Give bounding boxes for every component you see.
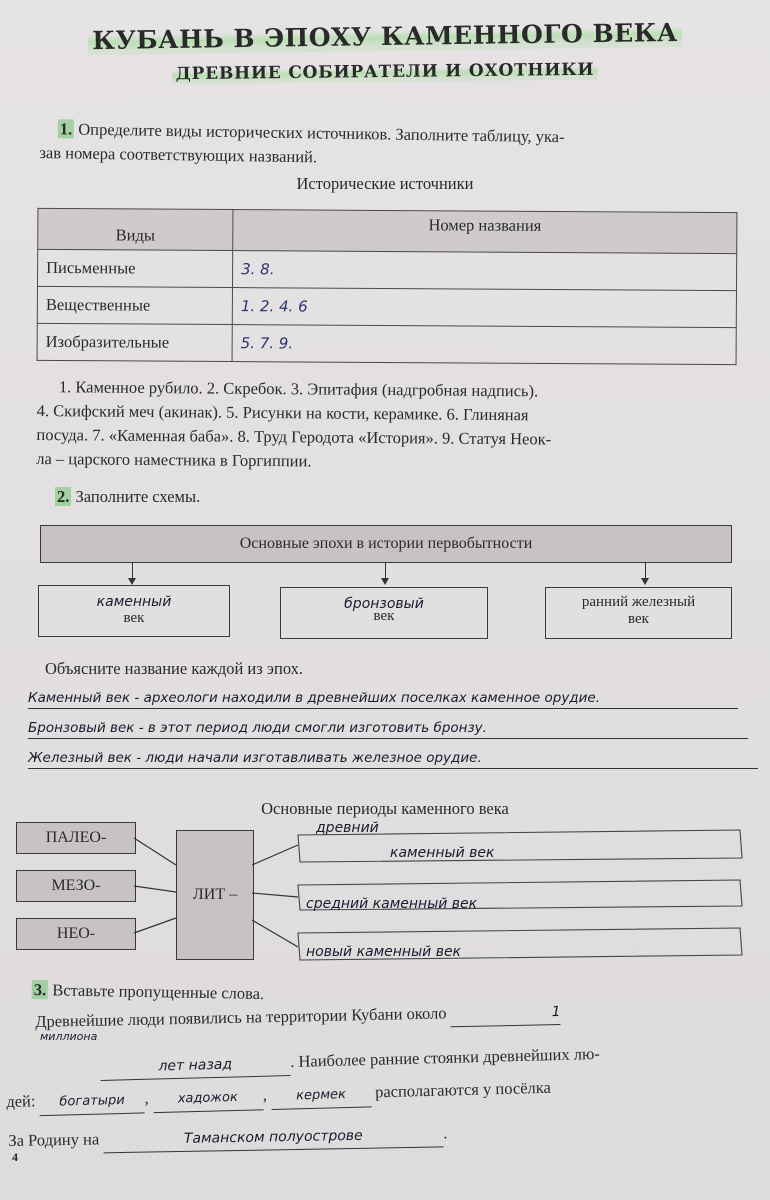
row-answer-input[interactable]: 3. 8. <box>232 251 736 291</box>
blank-1-continuation[interactable]: миллиона <box>40 1030 98 1043</box>
blank-2[interactable]: лет назад <box>100 1051 291 1081</box>
table-header-types: Виды <box>38 208 233 250</box>
prefix-neo: НЕО- <box>16 918 136 950</box>
explanation-line-1[interactable]: Каменный век - археологи находили в древнейших поселках каменное орудие. <box>28 688 738 709</box>
period-answer-paleo-1[interactable]: древний <box>316 820 379 836</box>
sources-list: 1. Каменное рубило. 2. Скребок. 3. Эпитафия (надгробная надпись). 4. Скифский меч (акинак). 5. Рисунки на кости, керамике. 6. Глиняная посуда. 7. «Каменная баба». 8. Труд Геродота «История». 9. Статуя Неок- ла – царского наместника в Горгиппии. <box>36 377 552 471</box>
prefix-meso: МЕЗО- <box>16 870 136 902</box>
explanation-line-2[interactable]: Бронзовый век - в этот период люди смогли изготовить бронзу. <box>28 718 748 739</box>
task3-instructions: 3. Вставьте пропущенные слова. <box>33 980 265 1004</box>
row-answer-input[interactable]: 1. 2. 4. 6 <box>232 288 736 328</box>
task1-instructions: 1. Определите виды исторических источников. Заполните таблицу, ука- зав номера соответствующих названий. <box>39 119 565 167</box>
page-title: КУБАНЬ В ЭПОХУ КАМЕННОГО ВЕКА <box>0 17 770 57</box>
epoch-box-bronze: бронзовый век <box>280 587 488 639</box>
task3-sentence-2: дей: богатыри , хадожок , кермек располагаются у посёлка <box>6 1070 766 1117</box>
blank-1[interactable]: 1 <box>450 1000 560 1027</box>
task2-number: 2. <box>57 487 70 506</box>
scheme2-title: Основные периоды каменного века <box>261 799 509 818</box>
period-answer-neo[interactable]: новый каменный век <box>306 944 462 960</box>
scheme1-title-box: Основные эпохи в истории первобытности <box>40 525 732 563</box>
task3-sentence-1b: лет назад . Наиболее ранние стоянки древнейших лю- <box>100 1038 760 1081</box>
table-caption: Исторические источники <box>296 174 474 193</box>
row-type: Письменные <box>37 249 232 287</box>
period-answer-paleo-2[interactable]: каменный век <box>390 845 495 861</box>
row-type: Изобразительные <box>37 323 232 361</box>
blank-5[interactable]: кермек <box>271 1082 372 1110</box>
prefix-paleo: ПАЛЕО- <box>16 822 136 854</box>
blank-6[interactable]: Таманском полуострове <box>103 1122 443 1153</box>
blank-4[interactable]: хадожок <box>153 1085 264 1113</box>
task3-sentence-1: Древнейшие люди появились на территории Кубани около 1 <box>35 995 765 1036</box>
row-type: Вещественные <box>37 286 232 324</box>
page-number: 4 <box>12 1150 18 1164</box>
table-header-numbers: Номер названия <box>233 210 737 254</box>
page-subtitle: ДРЕВНИЕ СОБИРАТЕЛИ И ОХОТНИКИ <box>0 58 770 86</box>
task1-number: 1. <box>59 119 73 139</box>
epoch-box-stone: каменный век <box>38 585 230 637</box>
task3-number: 3. <box>33 980 47 1000</box>
epoch-answer-input[interactable]: бронзовый <box>344 596 424 612</box>
task2-instructions: 2. Заполните схемы. <box>57 487 201 506</box>
lit-root-box: ЛИТ – <box>176 830 254 960</box>
row-answer-input[interactable]: 5. 7. 9. <box>232 325 736 365</box>
explain-prompt: Объясните название каждой из эпох. <box>45 659 304 678</box>
task3-sentence-3: За Родину на Таманском полуострове . <box>8 1108 709 1155</box>
period-answer-meso[interactable]: средний каменный век <box>306 896 478 912</box>
epoch-box-iron: ранний железный век <box>545 587 732 639</box>
explanation-line-3[interactable]: Железный век - люди начали изготавливать железное орудие. <box>28 748 758 769</box>
epoch-answer-input[interactable]: каменный <box>96 594 172 610</box>
blank-3[interactable]: богатыри <box>39 1088 145 1116</box>
